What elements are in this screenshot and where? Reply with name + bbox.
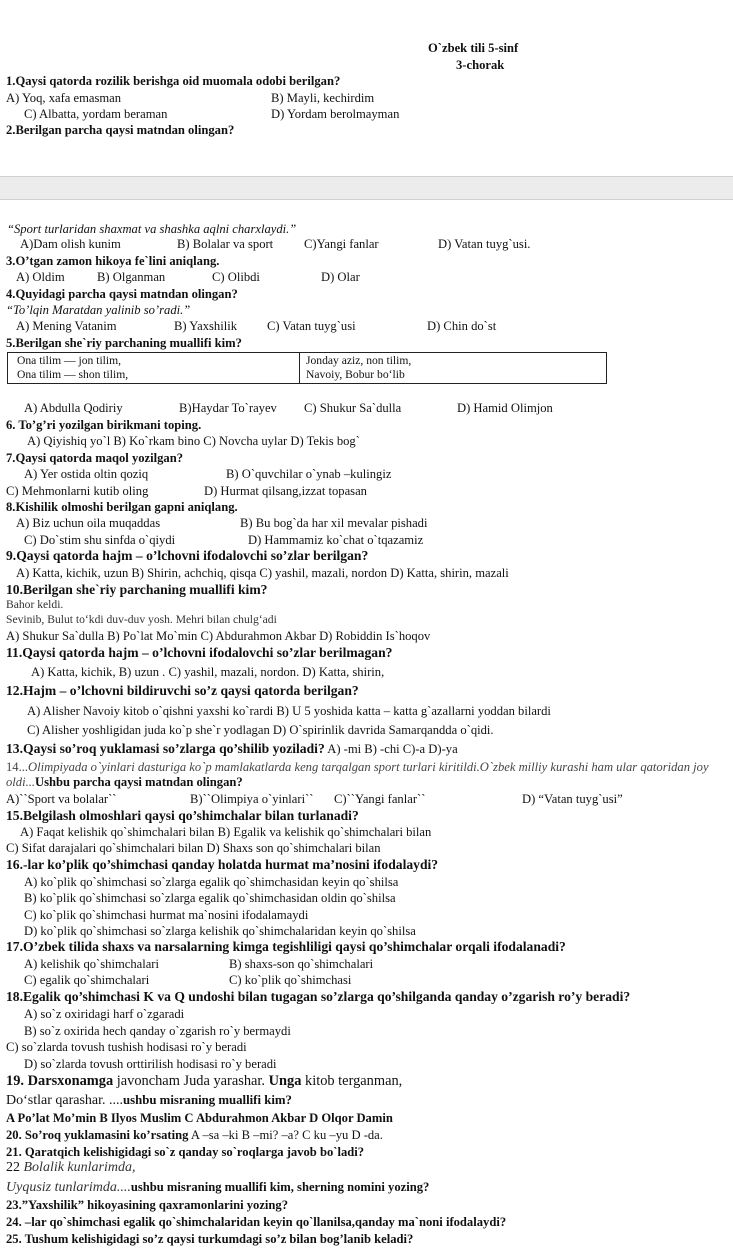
q18-option-c: C) so`zlarda tovush tushish hodisasi ro`y beradi [6, 1040, 247, 1054]
q1-option-a: A) Yoq, xafa emasman [6, 91, 122, 105]
poem-left-line-2: Ona tilim — shon tilim, [17, 368, 129, 381]
question-23: 23.”Yaxshilik” hikoyasining qaxramonlarini yozing? [6, 1198, 289, 1212]
q19-word-3: Unga [268, 1073, 302, 1089]
q3-option-a: A) Oldim [16, 270, 65, 284]
q15-options-ab: A) Faqat kelishik qo`shimchalari bilan B) Egalik va kelishik qo`shimchalari bilan [20, 825, 432, 839]
page-break-gap [0, 176, 733, 200]
question-1: 1.Qaysi qatorda rozilik berishga oid muomala odobi berilgan? [6, 74, 341, 88]
poem-divider [299, 353, 300, 383]
q18-option-a: A) so`z oxiridagi harf o`zgaradi [24, 1007, 185, 1021]
question-4: 4.Quyidagi parcha qaysi matndan olingan? [6, 287, 238, 301]
q7-option-c: C) Mehmonlarni kutib oling [6, 484, 149, 498]
q19-poem-line-1 [6, 1074, 402, 1088]
q16-option-c: C) ko`plik qo`shimchasi hurmat ma`nosini ifodalamaydi [24, 908, 309, 922]
poem-right-line-1: Jonday aziz, non tilim, [306, 354, 412, 367]
poem-left-line-1: Ona tilim — jon tilim, [17, 354, 122, 367]
q2-option-a: A)Dam olish kunim [20, 237, 121, 251]
q5-option-d: D) Hamid Olimjon [457, 401, 553, 415]
q3-option-c: C) Olibdi [212, 270, 260, 284]
q4-option-d: D) Chin do`st [427, 319, 497, 333]
q17-option-d: C) ko`plik qo`shimchasi [229, 973, 352, 987]
q2-option-d: D) Vatan tuyg`usi. [438, 237, 531, 251]
q19-poem-line-2 [6, 1093, 292, 1108]
q5-option-b: B)Haydar To`rayev [179, 401, 277, 415]
question-2: 2.Berilgan parcha qaysi matndan olingan? [6, 123, 235, 137]
q11-options: A) Katta, kichik, B) uzun . C) yashil, mazali, nordon. D) Katta, shirin, [31, 665, 385, 679]
q22-line-2 [6, 1180, 429, 1195]
q7-option-b: B) O`quvchilar o`ynab –kulingiz [226, 467, 392, 481]
q19-line-2: Do‘stlar qarashar. .... [6, 1093, 124, 1108]
q1-option-d: D) Yordam berolmayman [271, 107, 400, 121]
q16-option-a: A) ko`plik qo`shimchasi so`zlarga egalik qo`shimchasidan keyin qo`shilsa [24, 875, 399, 889]
q22-number: 22 [6, 1160, 24, 1175]
q14-option-a: A)``Sport va bolalar`` [6, 792, 117, 806]
q20-options: A –sa –ki B –mi? –a? C ku –yu D -da. [190, 1128, 383, 1142]
question-9: 9.Qaysi qatorda hajm – o’lchovni ifodalovchi so’zlar berilgan? [6, 548, 369, 563]
q14-option-c: C)``Yangi fanlar`` [334, 792, 426, 806]
question-14: Ushbu parcha qaysi matndan olingan? [35, 775, 243, 789]
q14-quote: Olimpiyada o`yinlari dasturiga ko`p mamlakatlarda keng tarqalgan sport turlari kiritildi.O`zbek milliy kurashi ham ular qatoridan joy [28, 760, 709, 774]
q17-option-c: C) egalik qo`shimchalari [24, 973, 150, 987]
q12-options-cd: C) Alisher yoshligidan juda ko`p she`r yodlagan D) O`spirinlik davrida Samarqandda o`qidi. [27, 723, 494, 737]
q16-option-d: D) ko`plik qo`shimchasi so`zlarga kelishik qo`shimchalaridan keyin qo`shilsa [24, 924, 416, 938]
poem-right-line-2: Navoiy, Bobur bo‘lib [306, 368, 405, 381]
question-13: 13.Qaysi so’roq yuklamasi so’zlarga qo’shilib yoziladi? [6, 741, 325, 756]
q17-option-a: A) kelishik qo`shimchalari [24, 957, 160, 971]
q14-quote-end: oldi... [6, 775, 36, 789]
question-6: 6. To’g’ri yozilgan birikmani toping. [6, 418, 202, 432]
term-title: 3-chorak [456, 58, 505, 72]
q3-option-b: B) Olganman [97, 270, 166, 284]
q16-option-b: B) ko`plik qo`shimchasi so`zlarga egalik qo`shimchasidan oldin qo`shilsa [24, 891, 396, 905]
question-5: 5.Berilgan she`riy parchaning muallifi kim? [6, 336, 242, 350]
question-24: 24. –lar qo`shimchasi egalik qo`shimchalaridan keyin qo`llanilsa,qanday ma`noni ifodalaydi? [6, 1215, 507, 1229]
q19-word-1: Darsxonamga [27, 1073, 114, 1089]
question-3: 3.O’tgan zamon hikoya fe`lini aniqlang. [6, 254, 220, 268]
q10-poem-line-2: Sevinib, Bulut to‘kdi duv-duv yosh. Mehri bilan chulg‘adi [6, 613, 277, 626]
q5-option-a: A) Abdulla Qodiriy [24, 401, 123, 415]
question-7: 7.Qaysi qatorda maqol yozilgan? [6, 451, 184, 465]
q1-option-c: C) Albatta, yordam beraman [24, 107, 168, 121]
q18-option-b: B) so`z oxirida hech qanday o`zgarish ro`y bermaydi [24, 1024, 291, 1038]
q8-option-c: C) Do`stim shu sinfda o`qiydi [24, 533, 176, 547]
q14-quote-line [6, 760, 733, 774]
q1-option-b: B) Mayli, kechirdim [271, 91, 375, 105]
q4-option-c: C) Vatan tuyg`usi [267, 319, 356, 333]
q4-option-a: A) Mening Vatanim [16, 319, 117, 333]
q8-option-a: A) Biz uchun oila muqaddas [16, 516, 161, 530]
question-25: 25. Tushum kelishigidagi so’z qaysi turkumdagi so’z bilan bog’lanib keladi? [6, 1232, 414, 1246]
q14-option-b: B)``Olimpiya o`yinlari`` [190, 792, 314, 806]
q8-option-b: B) Bu bog`da har xil mevalar pishadi [240, 516, 428, 530]
q10-poem-line-1: Bahor keldi. [6, 598, 64, 611]
q18-option-d: D) so`zlarda tovush orttirilish hodisasi ro`y beradi [24, 1057, 277, 1071]
q22-poem-line-1: Bolalik kunlarimda, [23, 1160, 136, 1175]
q14-option-d: D) “Vatan tuyg`usi” [522, 792, 623, 806]
q19-options: A Po’lat Mo’min B Ilyos Muslim C Abdurahmon Akbar D Olqor Damin [6, 1111, 393, 1125]
question-20-line [6, 1128, 383, 1142]
q19-word-4: kitob terganman, [301, 1073, 403, 1089]
question-16: 16.-lar ko’plik qo’shimchasi qanday holatda hurmat ma’nosini ifodalaydi? [6, 857, 439, 872]
poem-table [7, 352, 607, 384]
q2-quote: “Sport turlaridan shaxmat va shashka aqlni charxlaydi.” [7, 222, 297, 236]
q3-option-d: D) Olar [321, 270, 360, 284]
q6-options: A) Qiyishiq yo`l B) Ko`rkam bino C) Novcha uylar D) Tekis bog` [27, 434, 360, 448]
q12-options-ab: A) Alisher Navoiy kitob o`qishni yaxshi ko`rardi B) U 5 yoshida katta – katta g`azallarni yoddan bilardi [27, 704, 551, 718]
q17-option-b: B) shaxs-son qo`shimchalari [229, 957, 374, 971]
q9-options: A) Katta, kichik, uzun B) Shirin, achchiq, qisqa C) yashil, mazali, nordon D) Katta, shirin, mazali [16, 566, 509, 580]
q4-option-b: B) Yaxshilik [174, 319, 237, 333]
q22-poem-line-2: Uyqusiz tunlarimda.... [6, 1180, 131, 1195]
q14-line-2 [6, 775, 243, 789]
question-22: ushbu misraning muallifi kim, sherning nomini yozing? [130, 1180, 430, 1194]
q8-option-d: D) Hammamiz ko`chat o`tqazamiz [248, 533, 424, 547]
q4-quote: “To’lqin Maratdan yalinib so’radi.” [6, 303, 191, 317]
q22-line-1 [6, 1161, 136, 1175]
q19-number: 19. [6, 1073, 24, 1089]
q5-option-c: C) Shukur Sa`dulla [304, 401, 402, 415]
question-11: 11.Qaysi qatorda hajm – o’lchovni ifodalovchi so’zlar berilmagan? [6, 645, 393, 660]
question-18: 18.Egalik qo’shimchasi K va Q undoshi bilan tugagan so’zlarga qo’shilganda qanday o’zgarish ro’y beradi? [6, 989, 631, 1004]
q15-options-cd: C) Sifat darajalari qo`shimchalari bilan D) Shaxs son qo`shimchalari bilan [6, 841, 381, 855]
question-17: 17.O’zbek tilida shaxs va narsalarning kimga tegishliligi qaysi qo’shimchalar orqali ifodalanadi? [6, 939, 566, 954]
question-21: 21. Qaratqich kelishigidagi so`z qanday so`roqlarga javob bo`ladi? [6, 1145, 365, 1159]
q2-option-c: C)Yangi fanlar [304, 237, 379, 251]
q10-options: A) Shukur Sa`dulla B) Po`lat Mo`min C) Abdurahmon Akbar D) Robiddin Is`hoqov [6, 629, 431, 643]
q19-word-2: javoncham Juda yarashar. [113, 1073, 269, 1089]
question-15: 15.Belgilash olmoshlari qaysi qo’shimchalar bilan turlanadi? [6, 808, 359, 823]
q2-option-b: B) Bolalar va sport [177, 237, 274, 251]
question-13-line [6, 742, 458, 756]
subject-title: O`zbek tili 5-sinf [428, 41, 519, 55]
question-8: 8.Kishilik olmoshi berilgan gapni aniqlang. [6, 500, 238, 514]
question-20: 20. So’roq yuklamasini ko’rsating [6, 1128, 189, 1142]
q7-option-a: A) Yer ostida oltin qoziq [24, 467, 149, 481]
q13-options: A) -mi B) -chi C)-a D)-ya [327, 742, 458, 756]
question-10: 10.Berilgan she`riy parchaning muallifi kim? [6, 582, 268, 597]
question-12: 12.Hajm – o’lchovni bildiruvchi so’z qaysi qatorda berilgan? [6, 683, 359, 698]
q14-number: 14... [6, 760, 29, 774]
question-19: ushbu misraning muallifi kim? [123, 1093, 292, 1107]
q7-option-d: D) Hurmat qilsang,izzat topasan [204, 484, 367, 498]
